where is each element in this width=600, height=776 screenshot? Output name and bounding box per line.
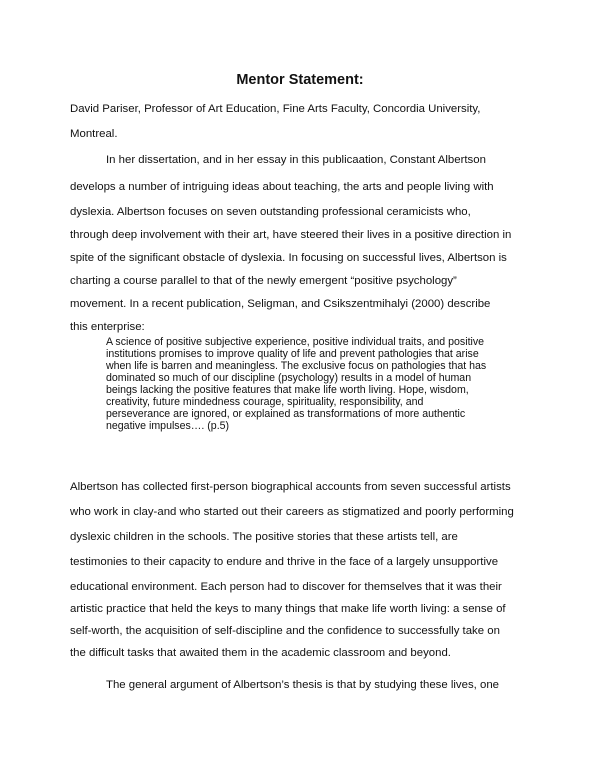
paragraph2-line: artistic practice that held the keys to many things that make life worth living: a sense of <box>70 603 506 615</box>
quote-line: creativity, future mindedness courage, spirituality, responsibility, and <box>106 396 424 408</box>
paragraph1-line: movement. In a recent publication, Seligman, and Csikszentmihalyi (2000) describe <box>70 298 491 310</box>
paragraph2-line: who work in clay-and who started out their careers as stigmatized and poorly performing <box>70 506 514 518</box>
author-line-1: David Pariser, Professor of Art Education, Fine Arts Faculty, Concordia University, <box>70 103 481 115</box>
paragraph2-line: the difficult tasks that awaited them in the academic classroom and beyond. <box>70 647 451 659</box>
quote-line: A science of positive subjective experience, positive individual traits, and positive <box>106 336 485 348</box>
paragraph1-line: charting a course parallel to that of the newly emergent “positive psychology” <box>70 275 457 287</box>
quote-line: perseverance are ignored, or explained as transformations of more authentic <box>106 408 466 420</box>
paragraph2-line: testimonies to their capacity to endure and thrive in the face of a largely unsupportive <box>70 556 499 568</box>
quote-line: negative impulses…. (p.5) <box>106 420 230 432</box>
paragraph2-line: self-worth, the acquisition of self-discipline and the confidence to successfully take on <box>70 625 500 637</box>
page-title: Mentor Statement: <box>236 72 364 88</box>
paragraph1-line: In her dissertation, and in her essay in this publicaation, Constant Albertson <box>106 154 486 166</box>
paragraph1-line: spite of the significant obstacle of dyslexia. In focusing on successful lives, Albertson is <box>70 252 507 264</box>
paragraph1-line: through deep involvement with their art, have steered their lives in a positive direction in <box>70 229 512 241</box>
paragraph1-line: develops a number of intriguing ideas about teaching, the arts and people living with <box>70 181 494 193</box>
paragraph2-line: Albertson has collected first-person biographical accounts from seven successful artists <box>70 481 511 493</box>
quote-line: institutions promises to improve quality of life and prevent pathologies that arise <box>106 348 479 360</box>
quote-line: dominated so much of our discipline (psychology) results in a model of human <box>106 372 472 384</box>
paragraph3-line: The general argument of Albertson’s thesis is that by studying these lives, one <box>106 679 499 691</box>
quote-line: beings lacking the positive features that make life worth living. Hope, wisdom, <box>106 384 469 396</box>
paragraph2-line: dyslexic children in the schools. The positive stories that these artists tell, are <box>70 531 458 543</box>
paragraph2-line: educational environment. Each person had to discover for themselves that it was their <box>70 581 502 593</box>
author-line-2: Montreal. <box>70 128 118 140</box>
quote-line: when life is barren and meaningless. The exclusive focus on pathologies that has <box>106 360 487 372</box>
paragraph1-line: this enterprise: <box>70 321 145 333</box>
paragraph1-line: dyslexia. Albertson focuses on seven outstanding professional ceramicists who, <box>70 206 471 218</box>
